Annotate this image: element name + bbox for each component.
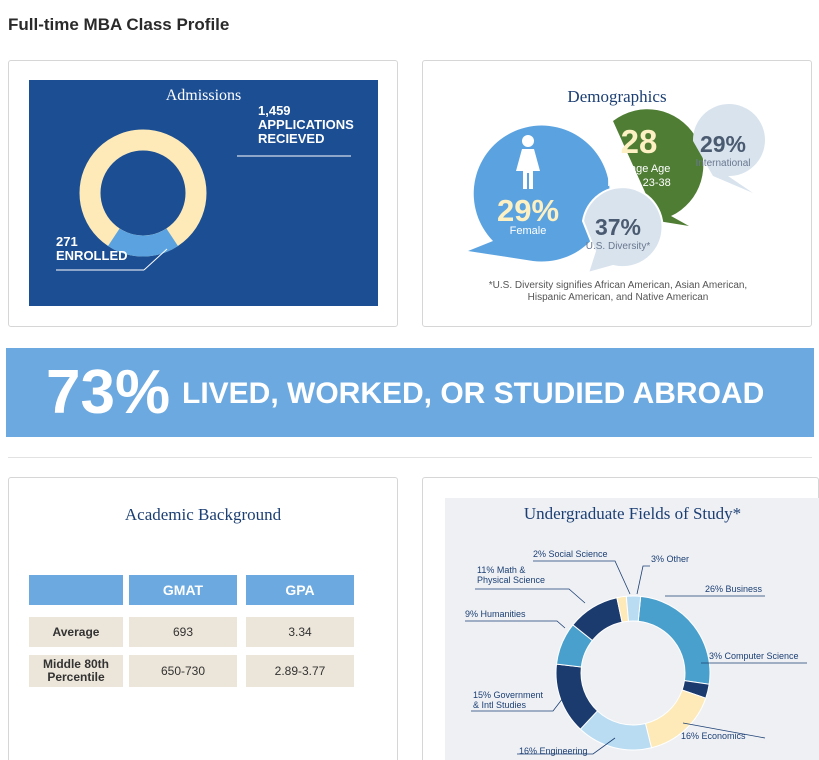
label-business: 26% Business: [705, 584, 763, 594]
international-label: International: [695, 158, 751, 169]
footnote-line-2: Hispanic American, and Native American: [527, 292, 709, 303]
leader-other: [637, 566, 650, 594]
segment-business: [638, 596, 710, 684]
average-gmat: 693: [129, 617, 237, 647]
fields-donut-chart: [445, 498, 819, 760]
applications-text-1: APPLICATIONS: [258, 117, 354, 132]
age-label-text: Average Age: [607, 163, 671, 175]
middle-80-gmat: 650-730: [129, 655, 237, 687]
average-gpa: 3.34: [246, 617, 354, 647]
label-math: [477, 565, 545, 585]
fields-card: [422, 477, 819, 760]
row-label-average: Average: [29, 617, 123, 647]
demographics-title: Demographics: [567, 87, 667, 106]
international-percent: 29%: [699, 131, 747, 157]
abroad-percent: 73%: [46, 358, 171, 427]
enrolled-label: [56, 235, 128, 263]
average-age: 28: [620, 123, 658, 160]
label-economics: 16% Economics: [681, 731, 746, 741]
diversity-footnote: [443, 280, 793, 304]
female-percent: 29%: [496, 193, 560, 228]
admissions-title: Admissions: [165, 87, 242, 104]
admissions-card: [8, 60, 398, 327]
leader-math: [475, 589, 585, 603]
abroad-banner: [6, 348, 814, 437]
table-header-blank: [29, 575, 123, 605]
academic-title: Academic Background: [124, 505, 282, 524]
diversity-label: U.S. Diversity*: [585, 241, 651, 252]
fields-title: Undergraduate Fields of Study*: [523, 504, 742, 523]
applications-text-2: RECIEVED: [258, 131, 325, 146]
admissions-panel: [29, 80, 378, 306]
applications-number: 1,459: [258, 103, 291, 118]
fields-panel: [445, 498, 819, 760]
abroad-text: LIVED, WORKED, OR STUDIED ABROAD: [182, 377, 765, 410]
age-range: Range 23-38: [607, 177, 671, 189]
academic-card: [8, 477, 398, 760]
segment-other: [626, 596, 640, 621]
row-label-middle-80-line-1: Middle 80th: [42, 657, 109, 671]
label-engineering: 16% Engineering: [519, 746, 588, 756]
table-header-gpa: GPA: [246, 575, 354, 605]
row-label-middle-80-line-2: Percentile: [47, 670, 105, 684]
leader-humanities: [465, 621, 565, 628]
label-government-line-2: & Intl Studies: [473, 700, 527, 710]
applications-label: [258, 104, 354, 146]
label-government: [473, 690, 543, 710]
demographics-card: [422, 60, 812, 327]
label-math-line-2: Physical Science: [477, 575, 546, 585]
label-computer-science: 3% Computer Science: [709, 651, 799, 661]
footnote-line-1: *U.S. Diversity signifies African American, Asian American,: [488, 280, 748, 291]
label-humanities: 9% Humanities: [465, 609, 526, 619]
enrolled-number: 271: [56, 234, 78, 249]
applications-ring: [90, 140, 196, 246]
label-social-science: 2% Social Science: [533, 549, 608, 559]
row-label-middle-80: [29, 655, 123, 687]
enrolled-text: ENROLLED: [56, 248, 128, 263]
diversity-percent: 37%: [594, 214, 642, 240]
label-other: 3% Other: [651, 554, 690, 564]
age-label: [589, 162, 689, 190]
fields-segments: [556, 596, 710, 750]
label-math-line-1: 11% Math &: [477, 565, 526, 575]
label-government-line-1: 15% Government: [473, 690, 544, 700]
section-divider: [8, 457, 812, 458]
middle-80-gpa: 2.89-3.77: [246, 655, 354, 687]
page-title: Full-time MBA Class Profile: [8, 15, 230, 34]
table-header-gmat: GMAT: [129, 575, 237, 605]
female-label: Female: [509, 225, 547, 237]
